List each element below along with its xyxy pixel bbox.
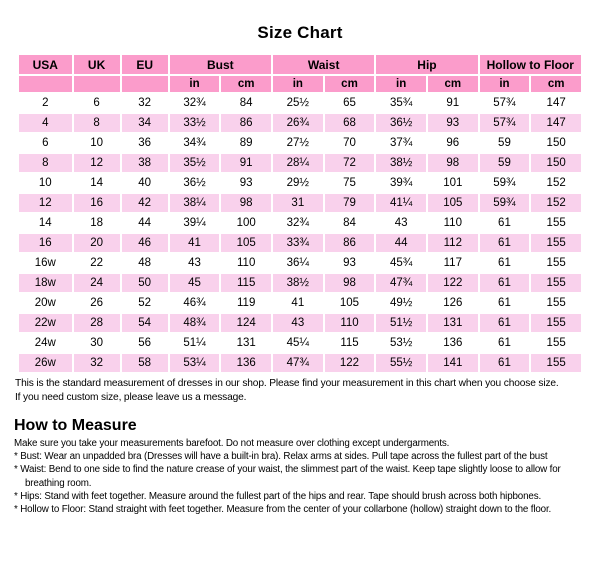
- col-header-hip: Hip: [376, 55, 477, 74]
- size-cell: 44: [376, 234, 426, 252]
- size-cell: 26: [74, 294, 120, 312]
- size-cell: 51¼: [170, 334, 220, 352]
- size-cell: 101: [428, 174, 478, 192]
- size-cell: 20w: [19, 294, 72, 312]
- size-cell: 98: [325, 274, 375, 292]
- size-cell: 45: [170, 274, 220, 292]
- size-cell: 93: [325, 254, 375, 272]
- size-cell: 61: [480, 294, 530, 312]
- size-cell: 155: [531, 254, 581, 272]
- size-row: [19, 354, 581, 372]
- size-cell: 8: [74, 114, 120, 132]
- size-cell: 57¾: [480, 114, 530, 132]
- size-cell: 59: [480, 154, 530, 172]
- size-cell: 57¾: [480, 94, 530, 112]
- size-cell: 58: [122, 354, 168, 372]
- size-cell: 112: [428, 234, 478, 252]
- empty-header-cell: [122, 76, 168, 92]
- unit-header-bust-in: in: [170, 76, 220, 92]
- size-cell: 131: [428, 314, 478, 332]
- size-cell: 61: [480, 214, 530, 232]
- size-cell: 155: [531, 354, 581, 372]
- size-cell: 36: [122, 134, 168, 152]
- size-cell: 61: [480, 334, 530, 352]
- size-cell: 49½: [376, 294, 426, 312]
- size-cell: 6: [19, 134, 72, 152]
- size-cell: 12: [74, 154, 120, 172]
- size-cell: 115: [221, 274, 271, 292]
- size-row: [19, 154, 581, 172]
- size-row: [19, 114, 581, 132]
- size-cell: 22w: [19, 314, 72, 332]
- size-cell: 26w: [19, 354, 72, 372]
- unit-header-waist-in: in: [273, 76, 323, 92]
- size-cell: 27½: [273, 134, 323, 152]
- size-cell: 136: [221, 354, 271, 372]
- unit-header-bust-cm: cm: [221, 76, 271, 92]
- size-cell: 84: [325, 214, 375, 232]
- size-row: [19, 134, 581, 152]
- size-cell: 41¼: [376, 194, 426, 212]
- size-cell: 86: [325, 234, 375, 252]
- measure-note-waist: * Waist: Bend to one side to find the nature crease of your waist, the slimmest part of the waist. Keep tape slightly loose to allow for breathing room.: [14, 464, 561, 489]
- size-cell: 6: [74, 94, 120, 112]
- table-header: [19, 55, 581, 92]
- size-cell: 12: [19, 194, 72, 212]
- size-cell: 46: [122, 234, 168, 252]
- size-cell: 61: [480, 234, 530, 252]
- size-row: [19, 294, 581, 312]
- size-cell: 59: [480, 134, 530, 152]
- size-cell: 45¼: [273, 334, 323, 352]
- size-cell: 150: [531, 154, 581, 172]
- how-to-measure-notes: [14, 437, 594, 516]
- size-cell: 36½: [376, 114, 426, 132]
- size-cell: 4: [19, 114, 72, 132]
- size-cell: 93: [221, 174, 271, 192]
- size-chart-table: [17, 53, 583, 374]
- size-cell: 52: [122, 294, 168, 312]
- size-cell: 53½: [376, 334, 426, 352]
- col-header-uk: UK: [74, 55, 120, 74]
- size-cell: 150: [531, 134, 581, 152]
- size-cell: 105: [428, 194, 478, 212]
- size-cell: 28¼: [273, 154, 323, 172]
- size-cell: 42: [122, 194, 168, 212]
- size-cell: 84: [221, 94, 271, 112]
- size-row: [19, 274, 581, 292]
- page-title: Size Chart: [257, 23, 343, 42]
- intro-line-2: If you need custom size, please leave us a message.: [15, 391, 247, 403]
- size-cell: 152: [531, 174, 581, 192]
- col-header-waist: Waist: [273, 55, 374, 74]
- size-row: [19, 94, 581, 112]
- measure-note-hips: * Hips: Stand with feet together. Measure around the fullest part of the hips and rear. Tape should brush across both hipbones.: [14, 490, 542, 502]
- size-cell: 20: [74, 234, 120, 252]
- size-cell: 46¾: [170, 294, 220, 312]
- size-cell: 41: [273, 294, 323, 312]
- size-cell: 98: [221, 194, 271, 212]
- size-cell: 91: [221, 154, 271, 172]
- size-cell: 70: [325, 134, 375, 152]
- size-cell: 55½: [376, 354, 426, 372]
- empty-header-cell: [19, 76, 72, 92]
- size-cell: 75: [325, 174, 375, 192]
- size-cell: 30: [74, 334, 120, 352]
- size-row: [19, 174, 581, 192]
- size-cell: 100: [221, 214, 271, 232]
- size-cell: 47¾: [376, 274, 426, 292]
- size-cell: 56: [122, 334, 168, 352]
- size-cell: 14: [19, 214, 72, 232]
- size-cell: 72: [325, 154, 375, 172]
- size-cell: 14: [74, 174, 120, 192]
- size-cell: 35½: [170, 154, 220, 172]
- size-cell: 32: [74, 354, 120, 372]
- size-cell: 16: [74, 194, 120, 212]
- size-cell: 115: [325, 334, 375, 352]
- size-cell: 38: [122, 154, 168, 172]
- size-cell: 51½: [376, 314, 426, 332]
- size-row: [19, 314, 581, 332]
- size-cell: 38¼: [170, 194, 220, 212]
- size-cell: 110: [221, 254, 271, 272]
- intro-line-1: This is the standard measurement of dresses in our shop. Please find your measurement in this chart when you choose size.: [15, 378, 559, 389]
- group-header-row: [19, 55, 581, 74]
- size-cell: 155: [531, 234, 581, 252]
- size-cell: 119: [221, 294, 271, 312]
- size-cell: 8: [19, 154, 72, 172]
- size-cell: 36½: [170, 174, 220, 192]
- size-cell: 122: [325, 354, 375, 372]
- size-cell: 155: [531, 294, 581, 312]
- size-cell: 155: [531, 334, 581, 352]
- size-row: [19, 334, 581, 352]
- size-cell: 155: [531, 274, 581, 292]
- size-cell: 32: [122, 94, 168, 112]
- size-cell: 39¾: [376, 174, 426, 192]
- size-cell: 39¼: [170, 214, 220, 232]
- size-cell: 36¼: [273, 254, 323, 272]
- size-cell: 10: [74, 134, 120, 152]
- size-cell: 35¾: [376, 94, 426, 112]
- measure-note-bust: * Bust: Wear an unpadded bra (Dresses will have a built-in bra). Relax arms at sides. Pull tape across the fullest part of the bust: [14, 451, 548, 463]
- size-row: [19, 194, 581, 212]
- size-cell: 155: [531, 314, 581, 332]
- size-cell: 38½: [376, 154, 426, 172]
- size-cell: 122: [428, 274, 478, 292]
- how-to-measure-heading: How to Measure: [14, 417, 137, 435]
- size-cell: 155: [531, 214, 581, 232]
- size-cell: 117: [428, 254, 478, 272]
- size-cell: 89: [221, 134, 271, 152]
- unit-header-htf-in: in: [480, 76, 530, 92]
- size-cell: 32¾: [273, 214, 323, 232]
- size-cell: 50: [122, 274, 168, 292]
- size-cell: 61: [480, 274, 530, 292]
- size-cell: 25½: [273, 94, 323, 112]
- size-cell: 105: [221, 234, 271, 252]
- size-cell: 136: [428, 334, 478, 352]
- size-cell: 10: [19, 174, 72, 192]
- size-row: [19, 234, 581, 252]
- size-cell: 33½: [170, 114, 220, 132]
- unit-header-row: [19, 76, 581, 92]
- size-cell: 141: [428, 354, 478, 372]
- size-cell: 105: [325, 294, 375, 312]
- size-cell: 152: [531, 194, 581, 212]
- size-cell: 98: [428, 154, 478, 172]
- size-cell: 29½: [273, 174, 323, 192]
- size-cell: 44: [122, 214, 168, 232]
- size-cell: 147: [531, 94, 581, 112]
- size-cell: 110: [428, 214, 478, 232]
- size-cell: 53¼: [170, 354, 220, 372]
- size-cell: 41: [170, 234, 220, 252]
- size-cell: 86: [221, 114, 271, 132]
- size-cell: 79: [325, 194, 375, 212]
- size-cell: 124: [221, 314, 271, 332]
- size-cell: 31: [273, 194, 323, 212]
- size-cell: 96: [428, 134, 478, 152]
- size-cell: 37¾: [376, 134, 426, 152]
- size-cell: 65: [325, 94, 375, 112]
- size-cell: 33¾: [273, 234, 323, 252]
- size-cell: 34: [122, 114, 168, 132]
- measure-note-general: Make sure you take your measurements barefoot. Do not measure over clothing except undergarments.: [14, 438, 450, 450]
- size-cell: 68: [325, 114, 375, 132]
- size-cell: 22: [74, 254, 120, 272]
- size-cell: 131: [221, 334, 271, 352]
- size-cell: 34¾: [170, 134, 220, 152]
- size-row: [19, 214, 581, 232]
- measure-note-hollow-to-floor: * Hollow to Floor: Stand straight with feet together. Measure from the center of your collarbone (hollow) straight down to the floor.: [14, 503, 552, 515]
- unit-header-htf-cm: cm: [531, 76, 581, 92]
- size-cell: 59¾: [480, 174, 530, 192]
- size-cell: 45¾: [376, 254, 426, 272]
- size-cell: 32¾: [170, 94, 220, 112]
- size-cell: 48¾: [170, 314, 220, 332]
- size-cell: 40: [122, 174, 168, 192]
- size-cell: 54: [122, 314, 168, 332]
- intro-note: [15, 377, 596, 404]
- unit-header-hip-cm: cm: [428, 76, 478, 92]
- size-cell: 24w: [19, 334, 72, 352]
- size-row: [19, 254, 581, 272]
- size-cell: 91: [428, 94, 478, 112]
- size-cell: 147: [531, 114, 581, 132]
- size-cell: 18w: [19, 274, 72, 292]
- unit-header-hip-in: in: [376, 76, 426, 92]
- size-cell: 16w: [19, 254, 72, 272]
- size-cell: 126: [428, 294, 478, 312]
- empty-header-cell: [74, 76, 120, 92]
- size-cell: 61: [480, 254, 530, 272]
- table-body: [19, 94, 581, 372]
- size-cell: 61: [480, 354, 530, 372]
- size-cell: 43: [170, 254, 220, 272]
- size-cell: 59¾: [480, 194, 530, 212]
- col-header-usa: USA: [19, 55, 72, 74]
- size-cell: 47¾: [273, 354, 323, 372]
- size-cell: 2: [19, 94, 72, 112]
- size-cell: 43: [273, 314, 323, 332]
- col-header-bust: Bust: [170, 55, 271, 74]
- col-header-hollow-to-floor: Hollow to Floor: [480, 55, 581, 74]
- size-cell: 24: [74, 274, 120, 292]
- size-cell: 18: [74, 214, 120, 232]
- col-header-eu: EU: [122, 55, 168, 74]
- size-cell: 93: [428, 114, 478, 132]
- size-cell: 43: [376, 214, 426, 232]
- size-cell: 61: [480, 314, 530, 332]
- size-cell: 28: [74, 314, 120, 332]
- size-cell: 16: [19, 234, 72, 252]
- size-cell: 38½: [273, 274, 323, 292]
- unit-header-waist-cm: cm: [325, 76, 375, 92]
- size-cell: 110: [325, 314, 375, 332]
- size-cell: 26¾: [273, 114, 323, 132]
- size-cell: 48: [122, 254, 168, 272]
